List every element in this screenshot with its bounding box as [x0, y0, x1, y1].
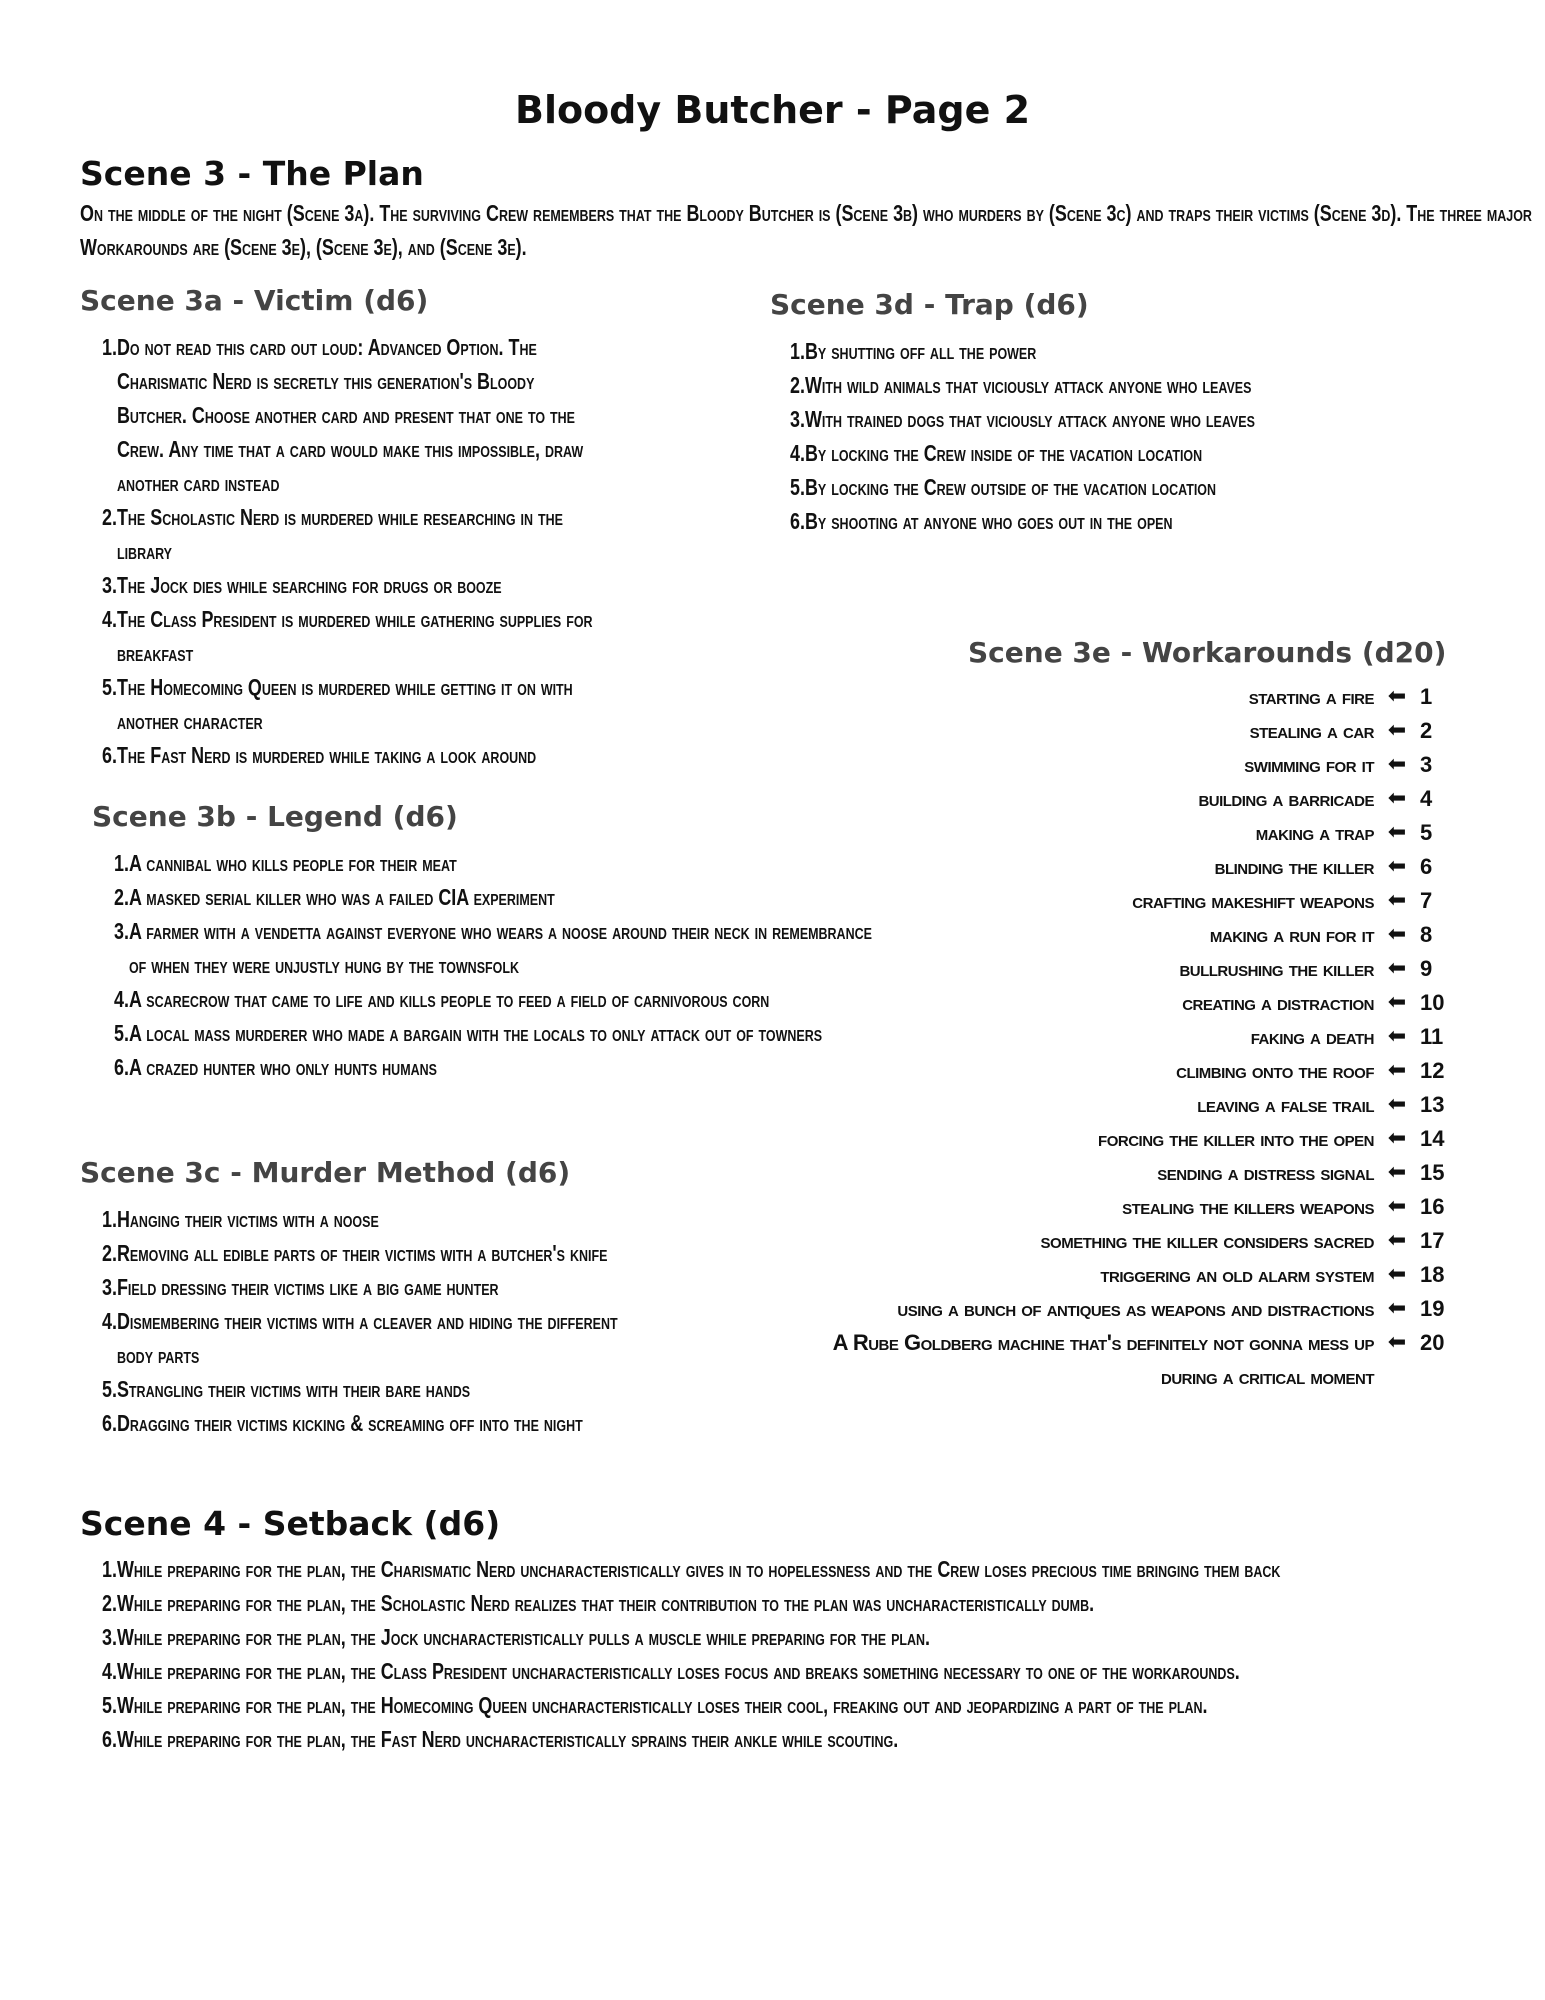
list-item: triggering an old alarm system ⬅ 18 [700, 1258, 1460, 1292]
list-item: making a run for it ⬅ 8 [700, 918, 1460, 952]
scene3-heading: Scene 3 - The Plan [80, 154, 424, 193]
arrow-left-icon: ⬅ [1387, 718, 1407, 743]
list-item: 6. A crazed hunter who only hunts humans [114, 1054, 437, 1080]
list-item: forcing the killer into the open ⬅ 14 [700, 1122, 1460, 1156]
list-item: something the killer considers sacred ⬅ 17 [700, 1224, 1460, 1258]
arrow-left-icon: ⬅ [1387, 820, 1407, 845]
arrow-left-icon: ⬅ [1387, 1160, 1407, 1185]
list-item: 5. While preparing for the plan, the Homecoming Queen uncharacteristically loses their cool, freaking out and jeopardizing a part of the plan. [102, 1692, 1208, 1718]
list-item: 3. With trained dogs that viciously attack anyone who leaves [790, 406, 1255, 432]
list-item: 5. The Homecoming Queen is murdered while getting it on with another character [102, 674, 573, 734]
scene3a-heading: Scene 3a - Victim (d6) [80, 284, 429, 317]
list-item: faking a death ⬅ 11 [700, 1020, 1460, 1054]
list-item: building a barricade ⬅ 4 [700, 782, 1460, 816]
scene3-intro: On the middle of the night (Scene 3a). The surviving Crew remembers that the Bloody Butcher is (Scene 3b) who murders by (Scene 3c) and traps their victims (Scene 3d). The three major Workarounds are (Scene 3e), (Scene 3e), and (Scene 3e). [80, 200, 1532, 260]
list-item: starting a fire ⬅ 1 [700, 680, 1460, 714]
list-item: leaving a false trail ⬅ 13 [700, 1088, 1460, 1122]
arrow-left-icon: ⬅ [1387, 1092, 1407, 1117]
page-title: Bloody Butcher - Page 2 [514, 88, 1031, 132]
list-item: blinding the killer ⬅ 6 [700, 850, 1460, 884]
list-item: 2. The Scholastic Nerd is murdered while researching in the library [102, 504, 563, 564]
scene3d-list [790, 334, 1320, 538]
list-item: bullrushing the killer ⬅ 9 [700, 952, 1460, 986]
list-item: 1. Do not read this card out loud: Advanced Option. The Charismatic Nerd is secretly this generation's Bloody Butcher. Choose another card and present that one to the Crew. Any time that a card would make this impossible, draw another card instead [102, 334, 584, 496]
arrow-left-icon: ⬅ [1387, 990, 1407, 1015]
scene4-list [102, 1552, 1506, 1756]
list-item: 6. The Fast Nerd is murdered while taking a look around [102, 742, 537, 768]
list-item: 1. A cannibal who kills people for their meat [114, 850, 457, 876]
list-item: 5. Strangling their victims with their bare hands [102, 1376, 471, 1402]
list-item: 3. Field dressing their victims like a big game hunter [102, 1274, 499, 1300]
arrow-left-icon: ⬅ [1387, 752, 1407, 777]
list-item: making a trap ⬅ 5 [700, 816, 1460, 850]
arrow-left-icon: ⬅ [1387, 1024, 1407, 1049]
list-item: 4. A scarecrow that came to life and kills people to feed a field of carnivorous corn [114, 986, 770, 1012]
scene3c-list [102, 1202, 648, 1440]
list-item: climbing onto the roof ⬅ 12 [700, 1054, 1460, 1088]
arrow-left-icon: ⬅ [1387, 1126, 1407, 1151]
scene3a-list [102, 330, 609, 772]
arrow-left-icon: ⬅ [1387, 1262, 1407, 1287]
list-item: 4. While preparing for the plan, the Class President uncharacteristically loses focus and breaks something necessary to one of the workarounds. [102, 1658, 1240, 1684]
list-item: 1. By shutting off all the power [790, 338, 1037, 364]
arrow-left-icon: ⬅ [1387, 786, 1407, 811]
arrow-left-icon: ⬅ [1387, 1296, 1407, 1321]
list-item: 2. While preparing for the plan, the Scholastic Nerd realizes that their contribution to the plan was uncharacteristically dumb. [102, 1590, 1095, 1616]
arrow-left-icon: ⬅ [1387, 1058, 1407, 1083]
scene3e-list [700, 680, 1460, 1394]
list-item: 2. Removing all edible parts of their victims with a butcher's knife [102, 1240, 608, 1266]
list-item: 3. While preparing for the plan, the Jock uncharacteristically pulls a muscle while preparing for the plan. [102, 1624, 931, 1650]
list-item: 6. Dragging their victims kicking & screaming off into the night [102, 1410, 583, 1436]
scene3e-heading: Scene 3e - Workarounds (d20) [968, 636, 1447, 669]
scene3d-heading: Scene 3d - Trap (d6) [770, 288, 1089, 321]
list-item: A Rube Goldberg machine that's definitely not gonna mess up during a critical moment ⬅ 20 [700, 1326, 1460, 1394]
list-item: 3. The Jock dies while searching for drugs or booze [102, 572, 502, 598]
arrow-left-icon: ⬅ [1387, 1228, 1407, 1253]
list-item: 4. The Class President is murdered while gathering supplies for breakfast [102, 606, 593, 666]
list-item: creating a distraction ⬅ 10 [700, 986, 1460, 1020]
list-item: 1. While preparing for the plan, the Charismatic Nerd uncharacteristically gives in to hopelessness and the Crew loses precious time bringing them back [102, 1556, 1281, 1582]
list-item: sending a distress signal ⬅ 15 [700, 1156, 1460, 1190]
arrow-left-icon: ⬅ [1387, 888, 1407, 913]
list-item: using a bunch of antiques as weapons and distractions ⬅ 19 [700, 1292, 1460, 1326]
arrow-left-icon: ⬅ [1387, 956, 1407, 981]
list-item: crafting makeshift weapons ⬅ 7 [700, 884, 1460, 918]
arrow-left-icon: ⬅ [1387, 684, 1407, 709]
arrow-left-icon: ⬅ [1387, 922, 1407, 947]
list-item: 4. Dismembering their victims with a cleaver and hiding the different body parts [102, 1308, 618, 1368]
list-item: swimming for it ⬅ 3 [700, 748, 1460, 782]
list-item: 6. While preparing for the plan, the Fast Nerd uncharacteristically sprains their ankle while scouting. [102, 1726, 899, 1752]
list-item: stealing a car ⬅ 2 [700, 714, 1460, 748]
scene3b-heading: Scene 3b - Legend (d6) [92, 800, 458, 833]
list-item: 2. A masked serial killer who was a failed CIA experiment [114, 884, 555, 910]
list-item: 5. A local mass murderer who made a bargain with the locals to only attack out of towners [114, 1020, 823, 1046]
list-item: 1. Hanging their victims with a noose [102, 1206, 379, 1232]
arrow-left-icon: ⬅ [1387, 1330, 1407, 1355]
list-item: 6. By shooting at anyone who goes out in the open [790, 508, 1173, 534]
arrow-left-icon: ⬅ [1387, 1194, 1407, 1219]
list-item: stealing the killers weapons ⬅ 16 [700, 1190, 1460, 1224]
list-item: 4. By locking the Crew inside of the vacation location [790, 440, 1203, 466]
list-item: 5. By locking the Crew outside of the vacation location [790, 474, 1217, 500]
list-item: 2. With wild animals that viciously attack anyone who leaves [790, 372, 1252, 398]
scene4-heading: Scene 4 - Setback (d6) [80, 1504, 501, 1543]
arrow-left-icon: ⬅ [1387, 854, 1407, 879]
scene3c-heading: Scene 3c - Murder Method (d6) [80, 1156, 571, 1189]
list-item: 3. A farmer with a vendetta against everyone who wears a noose around their neck in remembrance of when they were unjustly hung by the townsfolk [114, 918, 872, 978]
